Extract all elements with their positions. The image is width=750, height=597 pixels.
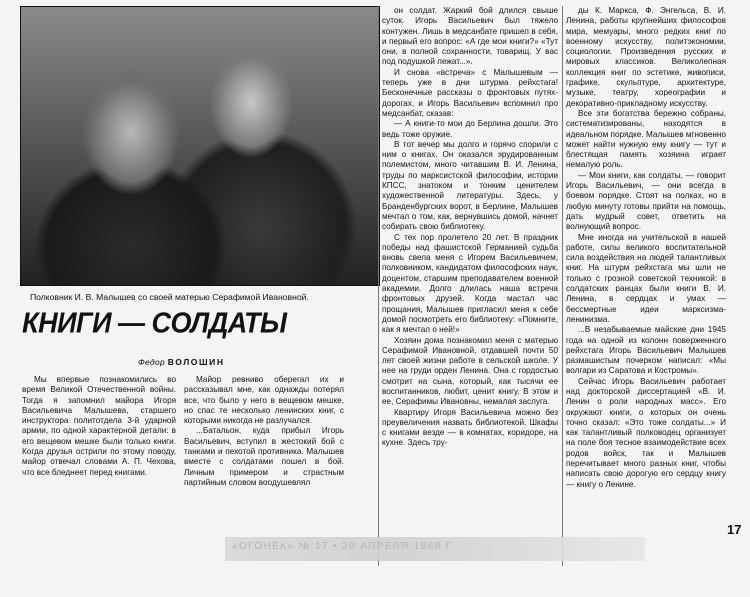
column-divider	[562, 6, 563, 566]
paragraph: Сейчас Игорь Васильевич работает над докторской диссертацией «В. И. Ленин о роли народных масс». Его окружают книги, о которых он очень точно сказал: «Это тоже солдаты...» И как талантливый полководец организует на поле боя тесное взаимодействие всех родов войск, так и Малышев перечитывает много разных книг, чтобы написать свою дорогую его сердцу книгу — книгу о Ленине.	[566, 376, 726, 489]
paragraph: Хозяин дома познакомил меня с матерью Серафимой Ивановной, отдавшей почти 50 лет своей жизни работе в сельской школе. У нее на груди орден Ленина. Она с гордостью смотрит на сына, который, как тысячи ее воспитанников, любит, ценит книгу. В этом и ее, Серафимы Ивановны, немалая заслуга.	[382, 335, 558, 407]
paragraph: С тех пор пролетело 20 лет. В праздник победы над фашистской Германией судьба вновь свела меня с Игорем Васильевичем, полковником, кандидатом философских наук, доцентом, старшим преподавателем военной академии. Долго длилась наша встреча фронтовых друзей. Когда мастал час прощания, Малышев пригласил меня к себе домой посмотреть его библиотеку: «Помните, как я мечтал о ней!»	[382, 232, 558, 335]
page-number: 17	[727, 522, 742, 537]
photo-mother-and-son	[20, 6, 380, 286]
paragraph: И снова «встреча» с Малышевым — теперь уже в дни штурма рейхстага! Бесконечные рассказы о фронтовых путях-дорогах, и Игорь Васильевич вспомнил про медсанбат, сказав:	[382, 67, 558, 118]
photo-caption: Полковник И. В. Малышев со своей матерью Серафимой Ивановной.	[30, 292, 309, 302]
paragraph: В тот вечер мы долго и горячо спорили с ним о книгах. Он оказался эрудированным полемистом, много читавшим В. И. Ленина, труды по марксистской философии, истории КПСС, знатоком и тонким ценителем художественной литературы. Здесь, у Бранденбургских ворот, в Берлине, Малышев мечтал о том, как, вернувшись домой, начнет собирать свою библиотеку.	[382, 139, 558, 232]
byline-first-name: Федор	[138, 357, 166, 367]
paragraph: ды К. Маркса, Ф. Энгельса, В. И. Ленина, работы крупнейших философов мира, мемуары, много редких книг по военному искусству, политэкономии, социологии. Произведения русских и мировых классиков. Великолепная коллекция книг по эстетике, живописи, графике, скульптуре, архитектуре, музыке, театру, хореографии и декоративно-прикладному искусству.	[566, 6, 726, 108]
paragraph: Майор ревниво оберегал их и рассказывал мне, как однажды потерял все, что было у него в вещевом мешке, но спас те несколько ленинских книг, с которыми никогда не разлучался.	[184, 375, 344, 426]
footer-strip-text: «ОГОНЁК» № 17 • 20 АПРЕЛЯ 1968 Г.	[232, 541, 456, 552]
paragraph: Мне иногда на учительской в нашей работе, силы великого воспитательной сила воздействия на людей талантливых книг. На штурм рейхстага мы шли не только с грозной советской техникой: в солдатских ранцах были книги В. И. Ленина, в сердцах и умах — бессмертные идеи марксизма-ленинизма.	[566, 232, 726, 324]
paragraph: Мы впервые познакомились во время Великой Отечественной войны. Тогда я запомнил майора Игоря Васильевича Малышева, старшего инструктора политотдела 3-й ударной армии, по одной характерной детали: в его вещевом мешке были только книги. Когда друзья острили по этому поводу, майор отвечал словами А. П. Чехова, что все бледнеет перед книгами.	[22, 375, 176, 477]
paragraph: он солдат. Жаркий бой длился свыше суток. Игорь Васильевич был тяжело контужен. Лишь в медсанбате пришел в себя, и первый его вопрос: «А где мои книги?» «Тут они, в полной сохранности, товарищ. У вас под подушкой лежат...».	[382, 6, 558, 67]
paragraph: — Мои книги, как солдаты, — говорит Игорь Васильевич, — они всегда в боевом порядке. Стоят на полках, но в любую минуту готовы прийти на помощь, дать мудрый совет, ответить на волнующий вопрос.	[566, 170, 726, 232]
article-column-1	[22, 375, 176, 485]
paragraph: Все эти богатства бережно собраны, систематизированы, находятся в идеальном порядке. Малышев мгновенно может найти нужную ему книгу — тут и блестящая память хозяина играет немалую роль.	[566, 108, 726, 170]
article-headline: КНИГИ — СОЛДАТЫ	[22, 307, 287, 339]
paragraph: Квартиру Игоря Васильевича можно без преувеличения назвать библиотекой. Шкафы с книгами везде — в комнатах, коридоре, на кухне. Здесь тру-	[382, 407, 558, 448]
article-column-4	[566, 6, 726, 572]
byline-last-name: ВОЛОШИН	[167, 357, 225, 367]
paragraph: ...В незабываемые майские дни 1945 года на одной из колонн поверженного рейхстага Игорь Васильевич Малышев размашистым почерком написал: «Мы волгари из Саратова и Костромы».	[566, 325, 726, 376]
article-column-3	[382, 6, 558, 572]
paragraph: ...Батальон, куда прибыл Игорь Васильевич, вступил в жестокий бой с танками и пехотой противника. Малышев вместе с солдатами пошел в бой. Личным примером и страстным партийным словом воодушевлял	[184, 426, 344, 487]
paragraph: — А книги-то мои до Берлина дошли. Это ведь тоже оружие.	[382, 119, 558, 139]
article-byline	[138, 357, 225, 367]
column-divider	[378, 6, 379, 566]
